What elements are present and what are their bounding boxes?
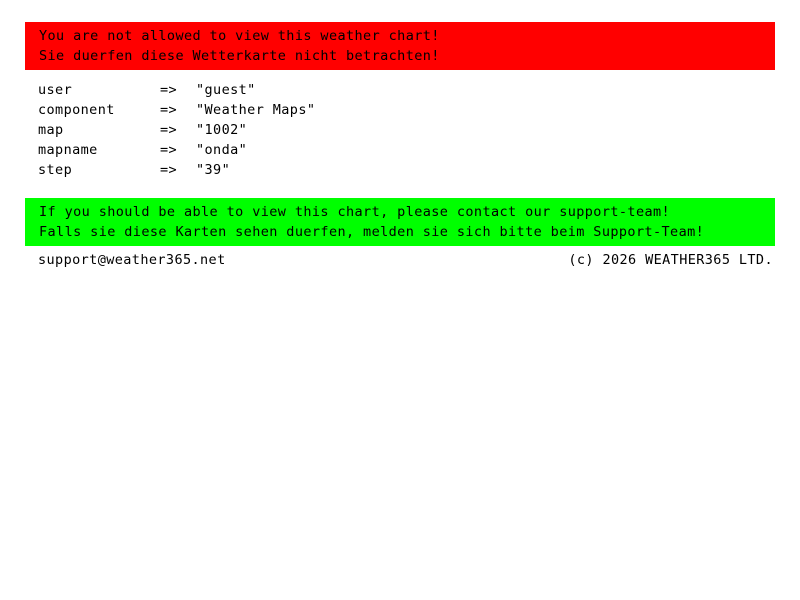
param-key: component — [38, 102, 115, 118]
copyright-notice: (c) 2026 WEATHER365 LTD. — [568, 252, 773, 268]
param-key: step — [38, 162, 73, 178]
info-banner — [25, 198, 775, 246]
param-value: "guest" — [196, 82, 256, 98]
table-row — [38, 100, 315, 120]
parameter-table — [38, 80, 315, 180]
table-row — [38, 80, 315, 100]
param-key: mapname — [38, 142, 98, 158]
param-value: "1002" — [196, 122, 248, 138]
param-key: map — [38, 122, 64, 138]
info-banner-line-de: Falls sie diese Karten sehen duerfen, melden sie sich bitte beim Support-Team! — [39, 224, 705, 240]
table-row — [38, 160, 315, 180]
support-email[interactable]: support@weather365.net — [38, 252, 226, 268]
param-arrow: => — [160, 102, 178, 118]
param-value: "onda" — [196, 142, 248, 158]
error-banner-line-en: You are not allowed to view this weather chart! — [39, 28, 440, 44]
table-row — [38, 140, 315, 160]
param-key: user — [38, 82, 73, 98]
table-row — [38, 120, 315, 140]
param-arrow: => — [160, 82, 178, 98]
error-banner — [25, 22, 775, 70]
param-arrow: => — [160, 122, 178, 138]
param-arrow: => — [160, 162, 178, 178]
error-banner-line-de: Sie duerfen diese Wetterkarte nicht betrachten! — [39, 48, 440, 64]
info-banner-line-en: If you should be able to view this chart, please contact our support-team! — [39, 204, 671, 220]
param-value: "Weather Maps" — [196, 102, 316, 118]
param-arrow: => — [160, 142, 178, 158]
param-value: "39" — [196, 162, 231, 178]
footer — [38, 250, 773, 270]
